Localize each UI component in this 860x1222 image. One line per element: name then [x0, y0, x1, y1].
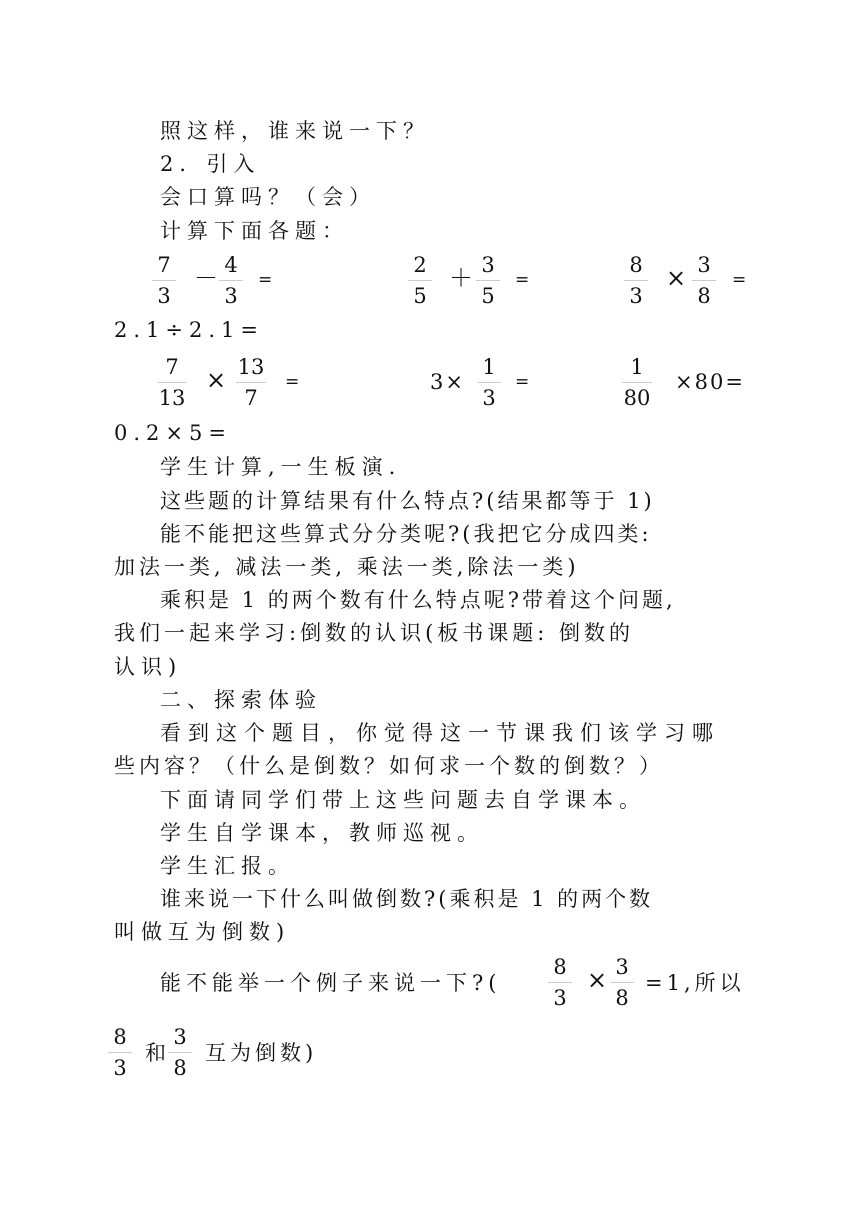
times-sign: ×: [666, 264, 687, 292]
fraction: 1 3: [475, 355, 503, 410]
text-line: 看到这个题目，你觉得这一节课我们该学习哪: [160, 721, 720, 745]
text-line: 叫做互为倒数): [114, 920, 291, 944]
text-line: 会口算吗？（会）: [160, 185, 376, 209]
fraction: 7 3: [150, 253, 178, 308]
fraction: 8 3: [546, 955, 574, 1010]
text-line: 学生自学课本，教师巡视。: [160, 821, 484, 845]
section-heading: 2．引入: [160, 152, 261, 176]
fraction: 4 3: [217, 253, 245, 308]
equals-sign: =: [285, 372, 300, 392]
text-line: 乘积是 1 的两个数有什么特点呢?带着这个问题,: [160, 588, 676, 612]
text-line: 学生计算,一生板演.: [160, 455, 402, 479]
text-line: 0.2×5=: [114, 421, 232, 445]
text-line: 互为倒数): [205, 1041, 318, 1065]
equals-sign: =: [732, 270, 747, 290]
text-line: 我们一起来学习:倒数的认识(板书课题: 倒数的: [114, 621, 635, 645]
text-line: 下面请同学们带上这些问题去自学课本。: [160, 788, 646, 812]
text-line: 加法一类, 减法一类, 乘法一类,除法一类): [114, 555, 580, 579]
plus-sign: ＋: [449, 264, 473, 292]
math-prefix: 3×: [430, 370, 465, 394]
minus-sign: －: [194, 264, 218, 292]
equals-sign: =: [258, 270, 273, 290]
math-suffix: ×80=: [675, 370, 745, 394]
text-line: 2.1÷2.1=: [114, 318, 264, 342]
times-sign: ×: [587, 966, 608, 994]
text-line: 这些题的计算结果有什么特点?(结果都等于 1): [160, 489, 655, 513]
text-line: 认识): [114, 655, 183, 679]
text-line: 谁来说一下什么叫做倒数?(乘积是 1 的两个数: [160, 887, 654, 911]
text-line: 和: [145, 1041, 168, 1065]
fraction: 8 3: [622, 253, 650, 308]
equals-sign: =: [515, 270, 530, 290]
fraction: 3 8: [690, 253, 718, 308]
fraction: 3 5: [474, 253, 502, 308]
fraction: 8 3: [106, 1025, 134, 1080]
fraction: 3 8: [166, 1025, 194, 1080]
text-line: 些内容？（什么是倒数？如何求一个数的倒数？）: [114, 754, 664, 778]
equals-sign: =: [515, 372, 530, 392]
fraction: 3 8: [608, 955, 636, 1010]
text-line: 计算下面各题：: [160, 219, 349, 243]
fraction: 1 80: [623, 355, 651, 410]
fraction: 2 5: [406, 253, 434, 308]
text-line: 能不能把这些算式分分类呢?(我把它分成四类:: [160, 522, 652, 546]
text-line: 照这样，谁来说一下？: [160, 119, 430, 143]
fraction: 7 13: [158, 355, 186, 410]
text-line: 学生汇报。: [160, 854, 295, 878]
text-line: 能不能举一个例子来说一下?(: [160, 971, 502, 995]
text-line: =1,所以: [645, 971, 745, 995]
times-sign: ×: [206, 366, 227, 394]
section-heading: 二、探索体验: [160, 688, 322, 712]
fraction: 13 7: [237, 355, 265, 410]
